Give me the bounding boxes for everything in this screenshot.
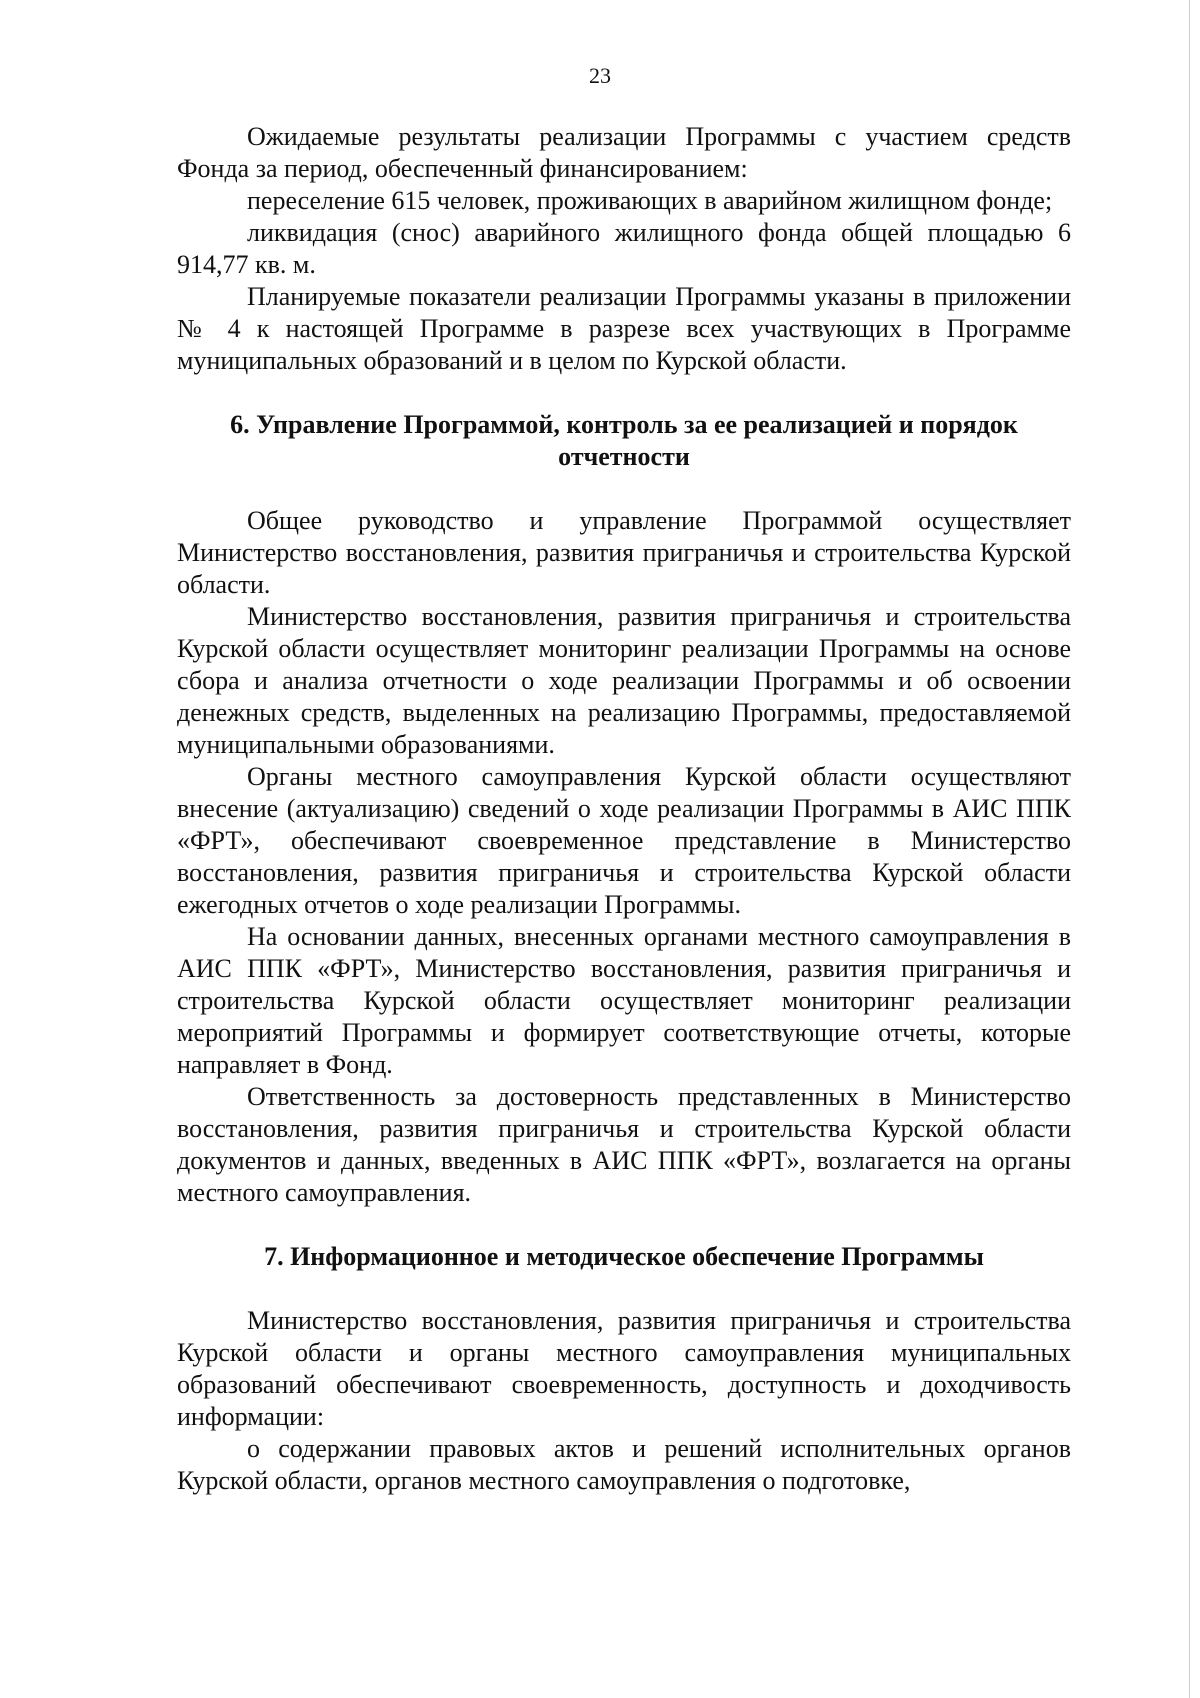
paragraph: Планируемые показатели реализации Программы указаны в приложении № 4 к настоящей Программе в разрезе всех участвующих в Программе муниципальных образований и в целом по Курской области.: [177, 282, 1071, 375]
paragraph: о содержании правовых актов и решений исполнительных органов Курской области, органов местного самоуправления о подготовке,: [177, 1434, 1071, 1495]
page-number: 23: [589, 63, 611, 88]
section-7-heading: 7. Информационное и методическое обеспечение Программы: [264, 1242, 984, 1271]
paragraph: Ожидаемые результаты реализации Программы с участием средств Фонда за период, обеспеченный финансированием:: [177, 122, 1071, 183]
document-body: [177, 121, 1071, 1497]
paragraph: На основании данных, внесенных органами местного самоуправления в АИС ППК «ФРТ», Министерство восстановления, развития приграничья и строительства Курской области осуществляет мониторинг реализации мероприятий Программы и формирует соответствующие отчеты, которые направляет в Фонд.: [177, 922, 1071, 1079]
paragraph: переселение 615 человек, проживающих в аварийном жилищном фонде;: [247, 186, 1053, 215]
paragraph: Министерство восстановления, развития приграничья и строительства Курской области осуществляет мониторинг реализации Программы на основе сбора и анализа отчетности о ходе реализации Программы и об освоении денежных средств, выделенных на реализацию Программы, предоставляемой муниципальными образованиями.: [177, 602, 1071, 759]
section-6-heading: 6. Управление Программой, контроль за ее реализацией и порядок отчетности: [230, 410, 1018, 471]
paragraph: Министерство восстановления, развития приграничья и строительства Курской области и органы местного самоуправления муниципальных образований обеспечивают своевременность, доступность и доходчивость информации:: [177, 1306, 1071, 1431]
paragraph: Общее руководство и управление Программой осуществляет Министерство восстановления, развития приграничья и строительства Курской области.: [177, 506, 1071, 599]
paragraph: Органы местного самоуправления Курской области осуществляют внесение (актуализацию) сведений о ходе реализации Программы в АИС ППК «ФРТ», обеспечивают своевременное представление в Министерство восстановления, развития приграничья и строительства Курской области ежегодных отчетов о ходе реализации Программы.: [177, 762, 1071, 919]
paragraph: ликвидация (снос) аварийного жилищного фонда общей площадью 6 914,77 кв. м.: [177, 218, 1071, 279]
page-edge-line: [1189, 0, 1190, 1698]
paragraph: Ответственность за достоверность представленных в Министерство восстановления, развития приграничья и строительства Курской области документов и данных, введенных в АИС ППК «ФРТ», возлагается на органы местного самоуправления.: [177, 1082, 1071, 1207]
